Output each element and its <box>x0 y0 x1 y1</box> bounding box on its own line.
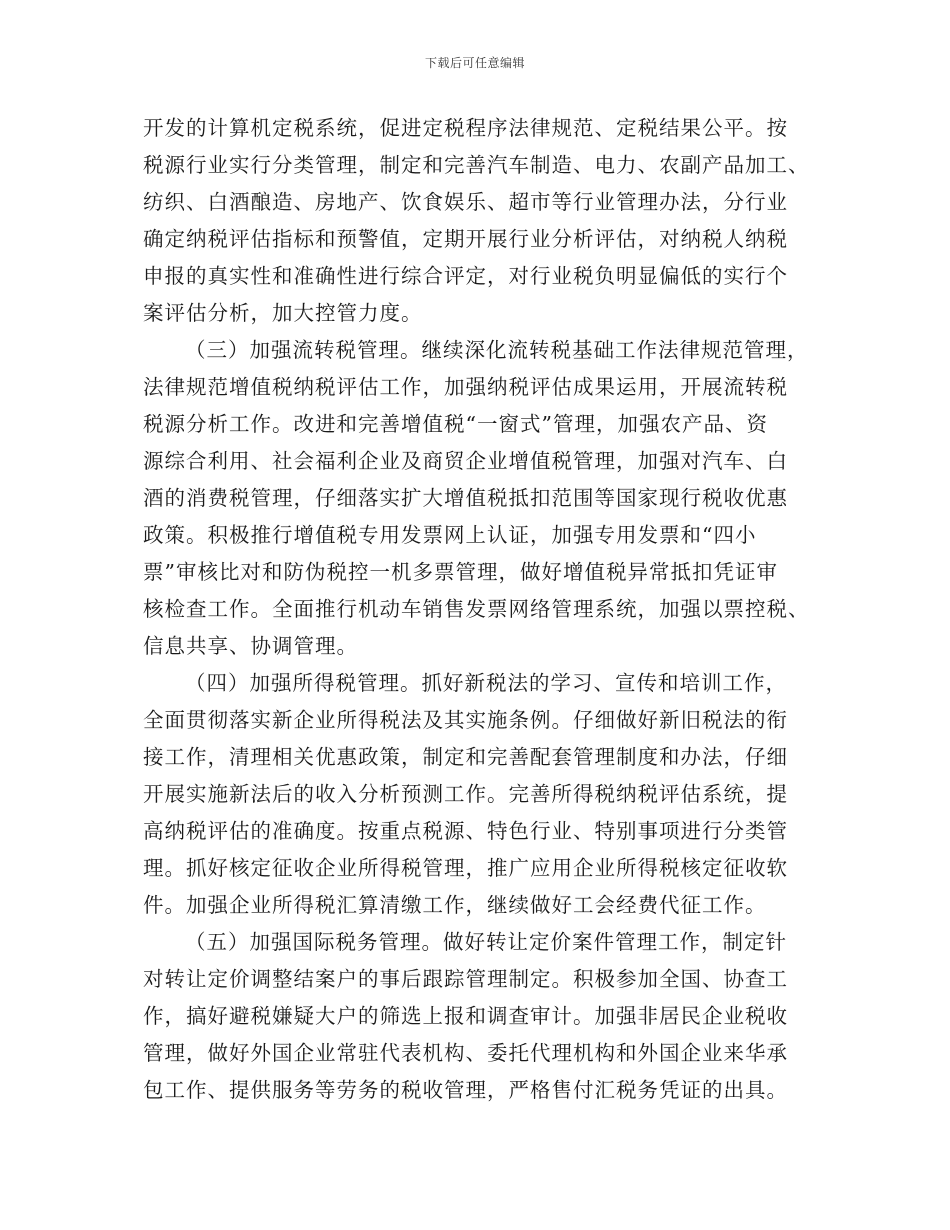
text-line: 理。抓好核定征收企业所得税管理，推广应用企业所得税核定征收软 <box>143 856 788 880</box>
text-line: 件。加强企业所得税汇算清缴工作，继续做好工会经费代征工作。 <box>143 893 767 917</box>
text-line: 政策。积极推行增值税专用发票网上认证，加强专用发票和“四小 <box>143 523 757 547</box>
text-line: 接工作，清理相关优惠政策，制定和完善配套管理制度和办法，仔细 <box>143 745 788 769</box>
text-line: 开发的计算机定税系统，促进定税程序法律规范、定税结果公平。按 <box>143 116 788 140</box>
page-header: 下载后可任意编辑 <box>424 56 525 70</box>
text-line: 核检查工作。全面推行机动车销售发票网络管理系统，加强以票控税、 <box>143 597 810 621</box>
text-line: （三）加强流转税管理。继续深化流转税基础工作法律规范管理， <box>185 338 809 362</box>
text-line: 全面贯彻落实新企业所得税法及其实施条例。仔细做好新旧税法的衔 <box>143 708 788 732</box>
text-line: 源综合利用、社会福利企业及商贸企业增值税管理，加强对汽车、白 <box>143 449 788 473</box>
text-line: 税源行业实行分类管理，制定和完善汽车制造、电力、农副产品加工、 <box>143 153 810 177</box>
text-line: 作，搞好避税嫌疑大户的筛选上报和调查审计。加强非居民企业税收 <box>143 1004 788 1028</box>
text-line: 案评估分析，加大控管力度。 <box>143 301 423 325</box>
text-line: 票”审核比对和防伪税控一机多票管理，做好增值税异常抵扣凭证审 <box>143 560 778 584</box>
text-line: 纺织、白酒酿造、房地产、饮食娱乐、超市等行业管理办法，分行业 <box>143 190 788 214</box>
text-line: 开展实施新法后的收入分析预测工作。完善所得税纳税评估系统，提 <box>143 782 788 806</box>
text-line: 申报的真实性和准确性进行综合评定，对行业税负明显偏低的实行个 <box>143 264 788 288</box>
text-line: 酒的消费税管理，仔细落实扩大增值税抵扣范围等国家现行税收优惠 <box>143 486 788 510</box>
text-line: 确定纳税评估指标和预警值，定期开展行业分析评估，对纳税人纳税 <box>143 227 788 251</box>
text-line: 管理，做好外国企业常驻代表机构、委托代理机构和外国企业来华承 <box>143 1041 788 1065</box>
text-line: 对转让定价调整结案户的事后跟踪管理制定。积极参加全国、协查工 <box>143 967 788 991</box>
document-body <box>143 110 811 1109</box>
text-line: 法律规范增值税纳税评估工作，加强纳税评估成果运用，开展流转税 <box>143 375 788 399</box>
text-line: （四）加强所得税管理。抓好新税法的学习、宣传和培训工作， <box>185 671 787 695</box>
text-line: （五）加强国际税务管理。做好转让定价案件管理工作，制定针 <box>185 930 787 954</box>
text-line: 包工作、提供服务等劳务的税收管理，严格售付汇税务凭证的出具。 <box>143 1078 788 1102</box>
text-line: 信息共享、协调管理。 <box>143 634 358 658</box>
text-line: 高纳税评估的准确度。按重点税源、特色行业、特别事项进行分类管 <box>143 819 788 843</box>
text-line: 税源分析工作。改进和完善增值税“一窗式”管理，加强农产品、资 <box>143 412 768 436</box>
